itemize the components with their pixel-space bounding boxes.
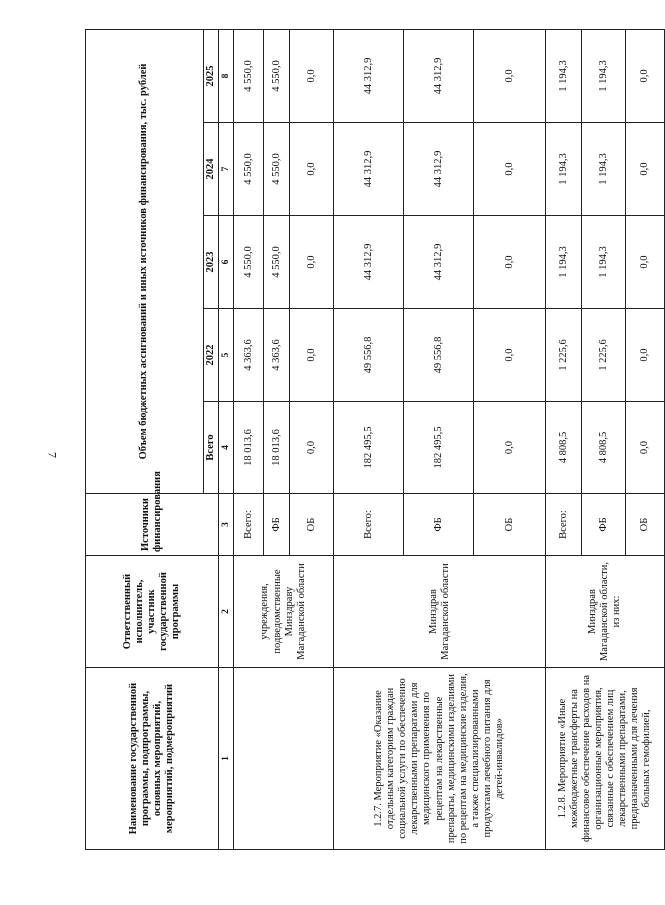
value-cell: 0,0 xyxy=(626,29,665,122)
value-cell: 4 808,5 xyxy=(546,402,582,494)
value-cell: 44 312,9 xyxy=(404,123,474,216)
column-number: 5 xyxy=(219,309,234,402)
value-cell: 4 363,6 xyxy=(234,309,264,402)
value-cell: 4 550,0 xyxy=(234,29,264,122)
value-cell: 182 495,5 xyxy=(334,402,404,494)
value-cell: 44 312,9 xyxy=(334,29,404,122)
header-program-name: Наименование государственной программы, подпрограммы, основных мероприятий, мероприятий, подмероприятий xyxy=(86,668,219,850)
value-cell: 49 556,8 xyxy=(334,309,404,402)
column-number: 3 xyxy=(219,494,234,556)
table-row xyxy=(334,29,404,849)
value-cell: 18 013,6 xyxy=(264,402,290,494)
value-cell: 4 808,5 xyxy=(582,402,626,494)
value-cell: 0,0 xyxy=(626,402,665,494)
column-number-row xyxy=(219,29,234,849)
value-cell: 4 550,0 xyxy=(234,123,264,216)
value-cell: 0,0 xyxy=(626,123,665,216)
table-sheet xyxy=(85,30,653,850)
value-cell: 1 194,3 xyxy=(546,123,582,216)
column-number: 8 xyxy=(219,29,234,122)
value-cell: 44 312,9 xyxy=(334,123,404,216)
header-year-2025: 2025 xyxy=(204,29,219,122)
column-number: 1 xyxy=(219,668,234,850)
column-number: 4 xyxy=(219,402,234,494)
value-cell: 4 363,6 xyxy=(264,309,290,402)
header-funding-source: Источники финансирования xyxy=(86,494,219,556)
program-name-cell xyxy=(234,668,334,850)
value-cell: 1 194,3 xyxy=(546,216,582,309)
value-cell: 18 013,6 xyxy=(234,402,264,494)
source-cell: ФБ xyxy=(264,494,290,556)
column-number: 7 xyxy=(219,123,234,216)
value-cell: 0,0 xyxy=(474,123,546,216)
value-cell: 44 312,9 xyxy=(334,216,404,309)
value-cell: 44 312,9 xyxy=(404,216,474,309)
executor-cell: учреждения, подведомственные Минздраву Магаданской области xyxy=(234,556,334,668)
source-cell: Всего: xyxy=(234,494,264,556)
value-cell: 4 550,0 xyxy=(264,29,290,122)
value-cell: 0,0 xyxy=(474,402,546,494)
value-cell: 0,0 xyxy=(290,309,334,402)
value-cell: 1 225,6 xyxy=(546,309,582,402)
source-cell: Всего: xyxy=(546,494,582,556)
table-row xyxy=(546,29,582,849)
value-cell: 4 550,0 xyxy=(234,216,264,309)
column-number: 6 xyxy=(219,216,234,309)
rotated-table-wrapper xyxy=(85,30,653,850)
executor-cell: Минздрав Магаданской области xyxy=(334,556,546,668)
value-cell: 49 556,8 xyxy=(404,309,474,402)
value-cell: 1 194,3 xyxy=(582,123,626,216)
funding-table xyxy=(85,29,665,850)
program-name-cell: 1.2.7. Мероприятие «Оказание отдельным категориям граждан социальной услуги по обеспечению лекарственными препаратами для медицинского применения по рецептам на лекарственные препараты, медицинскими изделиями по рецептам на медицинские изделия, а также специализированными продуктами лечебного питания для детей-инвалидов» xyxy=(334,668,546,850)
value-cell: 4 550,0 xyxy=(264,123,290,216)
header-year-2022: 2022 xyxy=(204,309,219,402)
value-cell: 1 225,6 xyxy=(582,309,626,402)
value-cell: 0,0 xyxy=(290,29,334,122)
value-cell: 0,0 xyxy=(290,216,334,309)
header-executor: Ответственный исполнитель, участник государственной программы xyxy=(86,556,219,668)
executor-cell: Минздрав Магаданской области, из них: xyxy=(546,556,665,668)
value-cell: 1 194,3 xyxy=(546,29,582,122)
value-cell: 0,0 xyxy=(626,216,665,309)
program-name-cell: 1.2.8. Мероприятие «Иные межбюджетные трансферты на финансовое обеспечение расходов на организационные мероприятия, связанные с обеспечением лиц лекарственными препаратами, предназначенными для лечения больных гемофилией, xyxy=(546,668,665,850)
source-cell: ОБ xyxy=(290,494,334,556)
header-year-2023: 2023 xyxy=(204,216,219,309)
value-cell: 0,0 xyxy=(474,29,546,122)
value-cell: 0,0 xyxy=(290,123,334,216)
value-cell: 0,0 xyxy=(626,309,665,402)
page-number: 7 xyxy=(45,452,60,458)
header-funding-volume: Объем бюджетных ассигнований и иных источников финансирования, тыс. рублей xyxy=(86,29,204,493)
source-cell: ОБ xyxy=(626,494,665,556)
header-year-2024: 2024 xyxy=(204,123,219,216)
value-cell: 44 312,9 xyxy=(404,29,474,122)
source-cell: ОБ xyxy=(474,494,546,556)
value-cell: 0,0 xyxy=(290,402,334,494)
value-cell: 182 495,5 xyxy=(404,402,474,494)
header-total: Всего xyxy=(204,402,219,494)
source-cell: ФБ xyxy=(404,494,474,556)
value-cell: 0,0 xyxy=(474,216,546,309)
value-cell: 1 194,3 xyxy=(582,216,626,309)
value-cell: 0,0 xyxy=(474,309,546,402)
value-cell: 1 194,3 xyxy=(582,29,626,122)
source-cell: Всего: xyxy=(334,494,404,556)
value-cell: 4 550,0 xyxy=(264,216,290,309)
table-row xyxy=(234,29,264,849)
source-cell: ФБ xyxy=(582,494,626,556)
column-number: 2 xyxy=(219,556,234,668)
